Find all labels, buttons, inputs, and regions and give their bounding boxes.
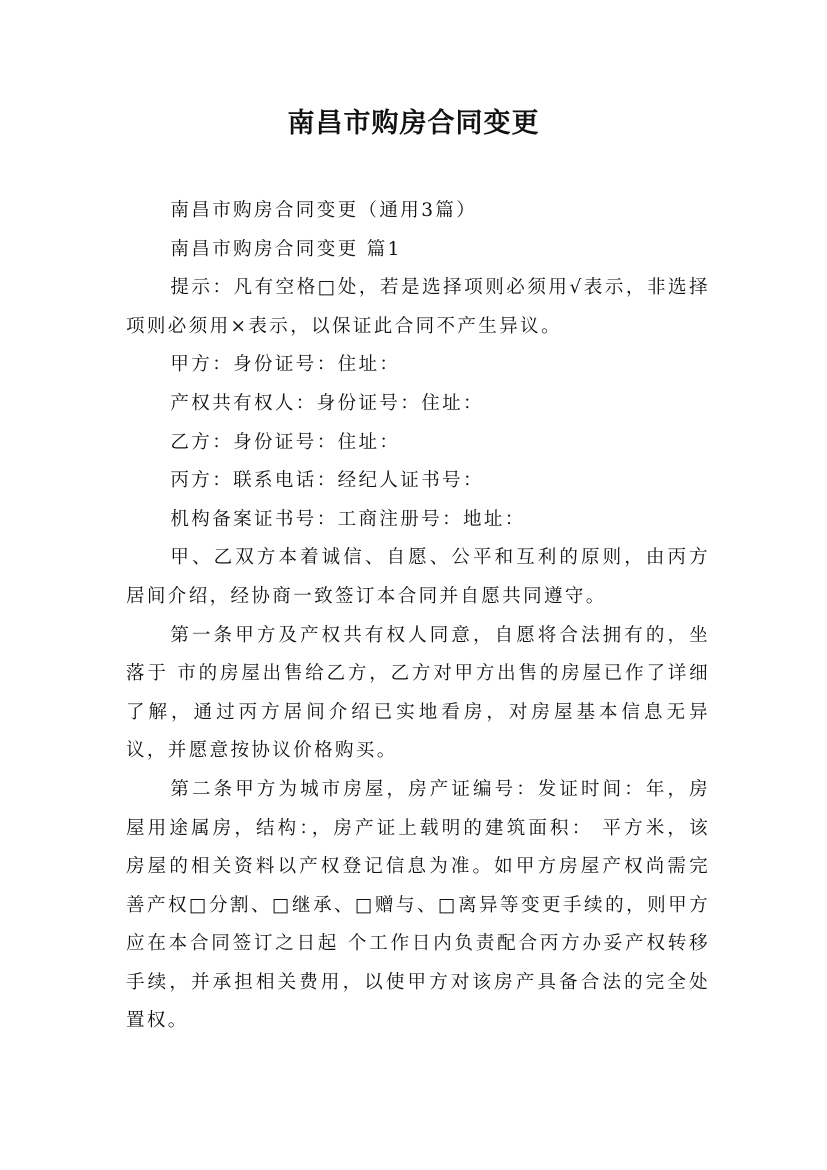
paragraph-notice: 提示：凡有空格□处，若是选择项则必须用√表示，非选择项则必须用×表示，以保证此合同不产生异议。 — [126, 277, 710, 337]
paragraph-article-2: 第二条甲方为城市房屋，房产证编号：发证时间：年，房屋用途属房，结构：，房产证上载明的建筑面积： 平方米，该房屋的相关资料以产权登记信息为准。如甲方房屋产权尚需完善产权□分割、□继承、□赠与、□离异等变更手续的，则甲方应在本合同签订之日起 个工作日内负责配合丙方办妥产权转移手续，并承担相关费用，以使甲方对该房产具备合法的完全处置权。 — [126, 778, 710, 1032]
paragraph-party-a: 甲方：身份证号：住址： — [170, 354, 401, 376]
paragraph-agency-info: 机构备案证书号：工商注册号：地址： — [170, 508, 526, 530]
paragraph-article-1: 第一条甲方及产权共有权人同意，自愿将合法拥有的，坐落于 市的房屋出售给乙方，乙方对甲方出售的房屋已作了详细了解，通过丙方居间介绍已实地看房，对房屋基本信息无异议，并愿意按协议价格购买。 — [126, 624, 710, 762]
paragraph-section-heading: 南昌市购房合同变更 篇1 — [170, 238, 402, 260]
document-title: 南昌市购房合同变更 — [287, 108, 540, 139]
paragraph-party-b: 乙方：身份证号：住址： — [170, 431, 401, 453]
paragraph-preamble: 甲、乙双方本着诚信、自愿、公平和互利的原则，由丙方居间介绍，经协商一致签订本合同并自愿共同遵守。 — [126, 547, 710, 607]
paragraph-co-owner: 产权共有权人：身份证号：住址： — [170, 392, 484, 414]
paragraph-subtitle: 南昌市购房合同变更（通用3篇） — [170, 200, 478, 221]
document-body — [126, 192, 710, 1041]
paragraph-party-c: 丙方：联系电话：经纪人证书号： — [170, 470, 484, 492]
